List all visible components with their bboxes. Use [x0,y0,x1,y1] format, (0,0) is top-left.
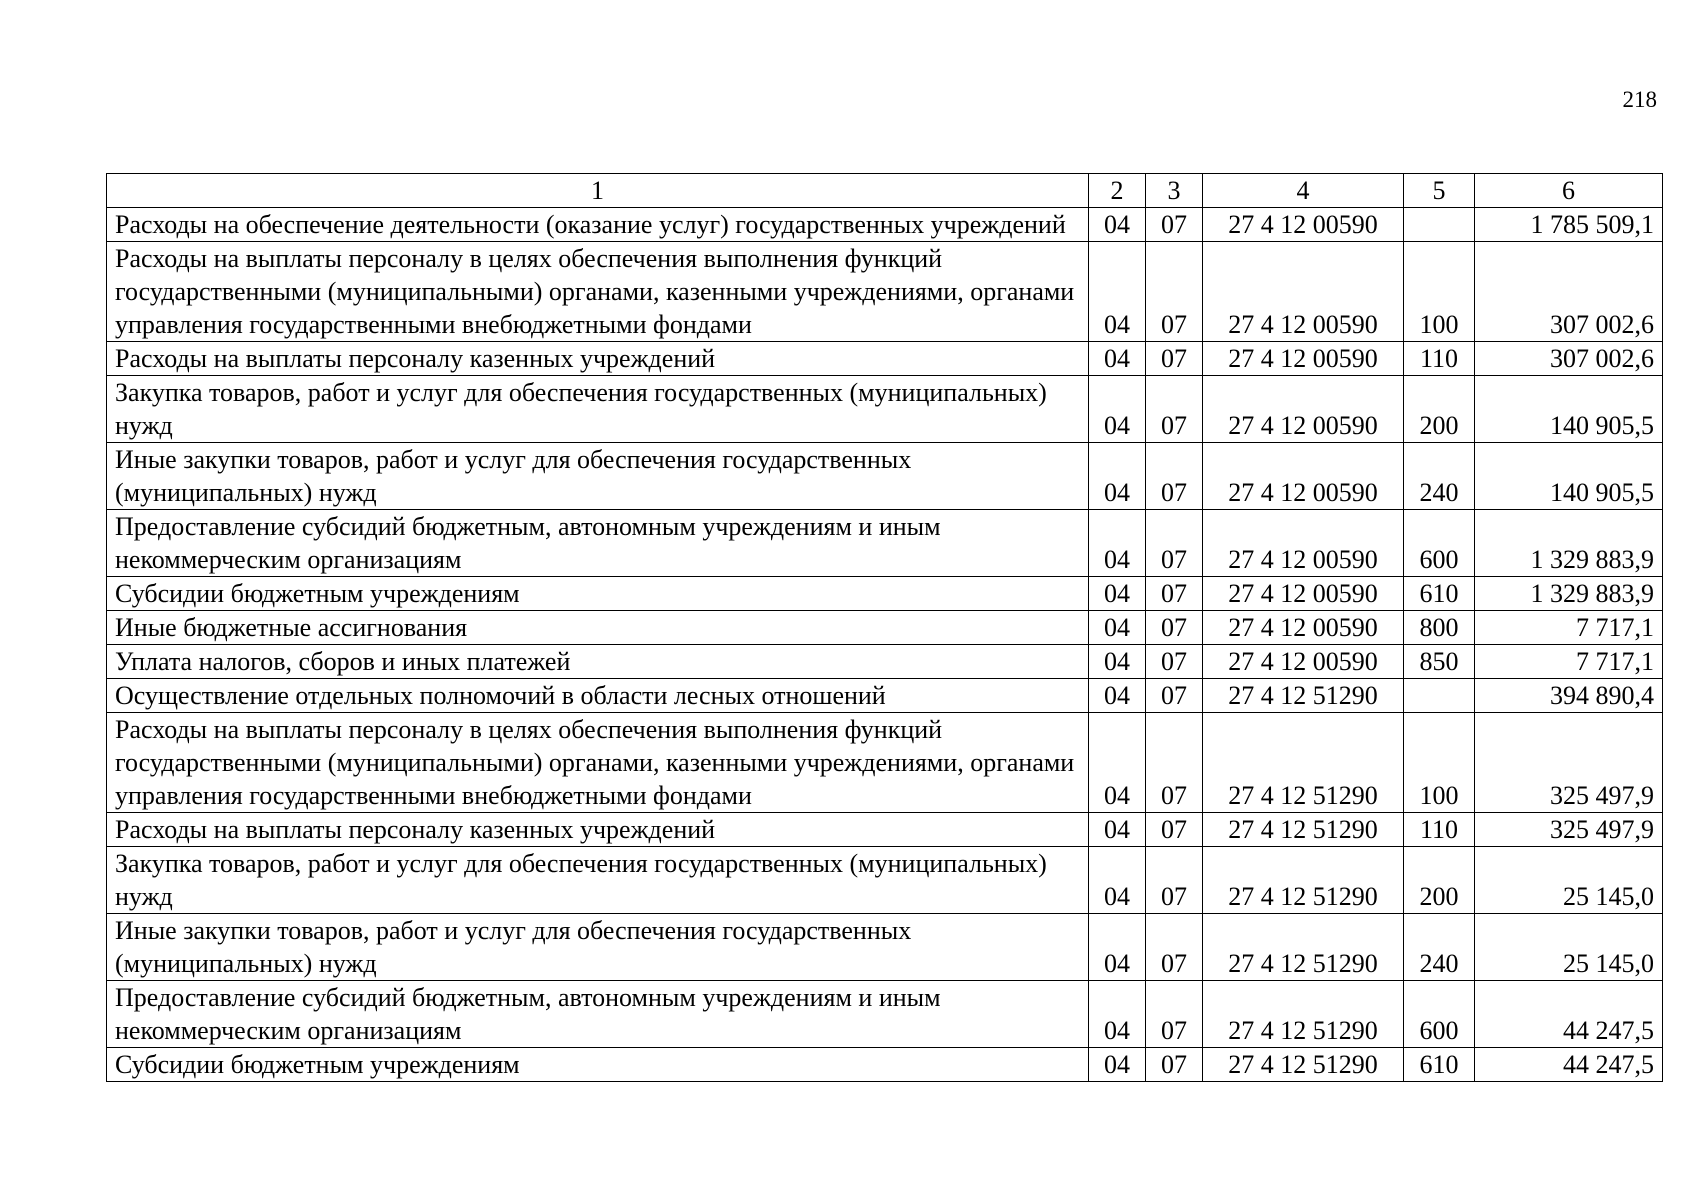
amount-cell: 7 717,1 [1475,645,1663,679]
subsection-cell: 07 [1146,713,1203,813]
subsection-cell: 07 [1146,376,1203,443]
header-col-6: 6 [1475,174,1663,208]
section-cell: 04 [1089,981,1146,1048]
target-article-cell: 27 4 12 00590 [1203,208,1404,242]
amount-cell: 1 785 509,1 [1475,208,1663,242]
table-row [107,342,1663,376]
expense-name-cell: Закупка товаров, работ и услуг для обеспечения государственных (муниципальных) нужд [107,376,1089,443]
expense-type-cell: 100 [1404,242,1475,342]
section-cell: 04 [1089,645,1146,679]
target-article-cell: 27 4 12 51290 [1203,847,1404,914]
subsection-cell: 07 [1146,914,1203,981]
header-col-4: 4 [1203,174,1404,208]
expense-name-cell: Предоставление субсидий бюджетным, автономным учреждениям и иным некоммерческим организациям [107,510,1089,577]
expense-type-cell: 100 [1404,713,1475,813]
expense-type-cell: 850 [1404,645,1475,679]
expense-type-cell: 800 [1404,611,1475,645]
section-cell: 04 [1089,577,1146,611]
target-article-cell: 27 4 12 00590 [1203,611,1404,645]
expense-name-cell: Расходы на выплаты персоналу в целях обеспечения выполнения функций государственными (муниципальными) органами, казенными учреждениями, органами управления государственными внебюджетными фондами [107,713,1089,813]
expense-name-cell: Закупка товаров, работ и услуг для обеспечения государственных (муниципальных) нужд [107,847,1089,914]
target-article-cell: 27 4 12 00590 [1203,342,1404,376]
expense-type-cell: 610 [1404,577,1475,611]
expense-type-cell: 600 [1404,981,1475,1048]
target-article-cell: 27 4 12 51290 [1203,713,1404,813]
target-article-cell: 27 4 12 00590 [1203,510,1404,577]
subsection-cell: 07 [1146,1048,1203,1082]
section-cell: 04 [1089,813,1146,847]
expense-name-cell: Расходы на выплаты персоналу казенных учреждений [107,813,1089,847]
expense-name-cell: Расходы на выплаты персоналу в целях обеспечения выполнения функций государственными (муниципальными) органами, казенными учреждениями, органами управления государственными внебюджетными фондами [107,242,1089,342]
table-row [107,208,1663,242]
expense-type-cell: 240 [1404,443,1475,510]
header-col-2: 2 [1089,174,1146,208]
target-article-cell: 27 4 12 51290 [1203,679,1404,713]
subsection-cell: 07 [1146,342,1203,376]
budget-table [106,173,1663,1082]
target-article-cell: 27 4 12 00590 [1203,443,1404,510]
expense-name-cell: Иные закупки товаров, работ и услуг для обеспечения государственных (муниципальных) нужд [107,443,1089,510]
expense-type-cell: 610 [1404,1048,1475,1082]
expense-name-cell: Предоставление субсидий бюджетным, автономным учреждениям и иным некоммерческим организациям [107,981,1089,1048]
expense-name-cell: Расходы на выплаты персоналу казенных учреждений [107,342,1089,376]
section-cell: 04 [1089,679,1146,713]
section-cell: 04 [1089,713,1146,813]
table-body [107,208,1663,1082]
target-article-cell: 27 4 12 51290 [1203,813,1404,847]
section-cell: 04 [1089,914,1146,981]
target-article-cell: 27 4 12 00590 [1203,577,1404,611]
table-row [107,1048,1663,1082]
table-row [107,679,1663,713]
subsection-cell: 07 [1146,611,1203,645]
target-article-cell: 27 4 12 00590 [1203,242,1404,342]
expense-name-cell: Иные бюджетные ассигнования [107,611,1089,645]
section-cell: 04 [1089,242,1146,342]
expense-type-cell [1404,208,1475,242]
table-header-row [107,174,1663,208]
amount-cell: 25 145,0 [1475,914,1663,981]
subsection-cell: 07 [1146,443,1203,510]
table-row [107,713,1663,813]
table-row [107,242,1663,342]
page-number: 218 [1622,87,1657,112]
section-cell: 04 [1089,1048,1146,1082]
header-col-5: 5 [1404,174,1475,208]
amount-cell: 394 890,4 [1475,679,1663,713]
expense-type-cell: 110 [1404,813,1475,847]
amount-cell: 25 145,0 [1475,847,1663,914]
subsection-cell: 07 [1146,208,1203,242]
expense-name-cell: Иные закупки товаров, работ и услуг для обеспечения государственных (муниципальных) нужд [107,914,1089,981]
expense-type-cell: 600 [1404,510,1475,577]
table-row [107,376,1663,443]
subsection-cell: 07 [1146,645,1203,679]
table-row [107,981,1663,1048]
table-row [107,611,1663,645]
target-article-cell: 27 4 12 51290 [1203,1048,1404,1082]
expense-type-cell: 200 [1404,847,1475,914]
expense-name-cell: Расходы на обеспечение деятельности (оказание услуг) государственных учреждений [107,208,1089,242]
expense-type-cell: 200 [1404,376,1475,443]
amount-cell: 140 905,5 [1475,443,1663,510]
expense-type-cell: 110 [1404,342,1475,376]
amount-cell: 44 247,5 [1475,981,1663,1048]
table-row [107,577,1663,611]
subsection-cell: 07 [1146,510,1203,577]
section-cell: 04 [1089,208,1146,242]
amount-cell: 307 002,6 [1475,342,1663,376]
table-row [107,914,1663,981]
amount-cell: 1 329 883,9 [1475,510,1663,577]
expense-name-cell: Субсидии бюджетным учреждениям [107,1048,1089,1082]
section-cell: 04 [1089,847,1146,914]
table-row [107,847,1663,914]
table-row [107,813,1663,847]
table-row [107,443,1663,510]
target-article-cell: 27 4 12 51290 [1203,981,1404,1048]
amount-cell: 44 247,5 [1475,1048,1663,1082]
table-row [107,645,1663,679]
table-row [107,510,1663,577]
subsection-cell: 07 [1146,847,1203,914]
header-col-1: 1 [107,174,1089,208]
subsection-cell: 07 [1146,813,1203,847]
section-cell: 04 [1089,510,1146,577]
target-article-cell: 27 4 12 51290 [1203,914,1404,981]
section-cell: 04 [1089,376,1146,443]
section-cell: 04 [1089,443,1146,510]
subsection-cell: 07 [1146,577,1203,611]
amount-cell: 7 717,1 [1475,611,1663,645]
expense-name-cell: Осуществление отдельных полномочий в области лесных отношений [107,679,1089,713]
expense-name-cell: Уплата налогов, сборов и иных платежей [107,645,1089,679]
amount-cell: 325 497,9 [1475,813,1663,847]
section-cell: 04 [1089,611,1146,645]
section-cell: 04 [1089,342,1146,376]
header-col-3: 3 [1146,174,1203,208]
amount-cell: 140 905,5 [1475,376,1663,443]
expense-name-cell: Субсидии бюджетным учреждениям [107,577,1089,611]
subsection-cell: 07 [1146,242,1203,342]
amount-cell: 307 002,6 [1475,242,1663,342]
subsection-cell: 07 [1146,679,1203,713]
expense-type-cell [1404,679,1475,713]
expense-type-cell: 240 [1404,914,1475,981]
target-article-cell: 27 4 12 00590 [1203,376,1404,443]
subsection-cell: 07 [1146,981,1203,1048]
amount-cell: 325 497,9 [1475,713,1663,813]
amount-cell: 1 329 883,9 [1475,577,1663,611]
target-article-cell: 27 4 12 00590 [1203,645,1404,679]
